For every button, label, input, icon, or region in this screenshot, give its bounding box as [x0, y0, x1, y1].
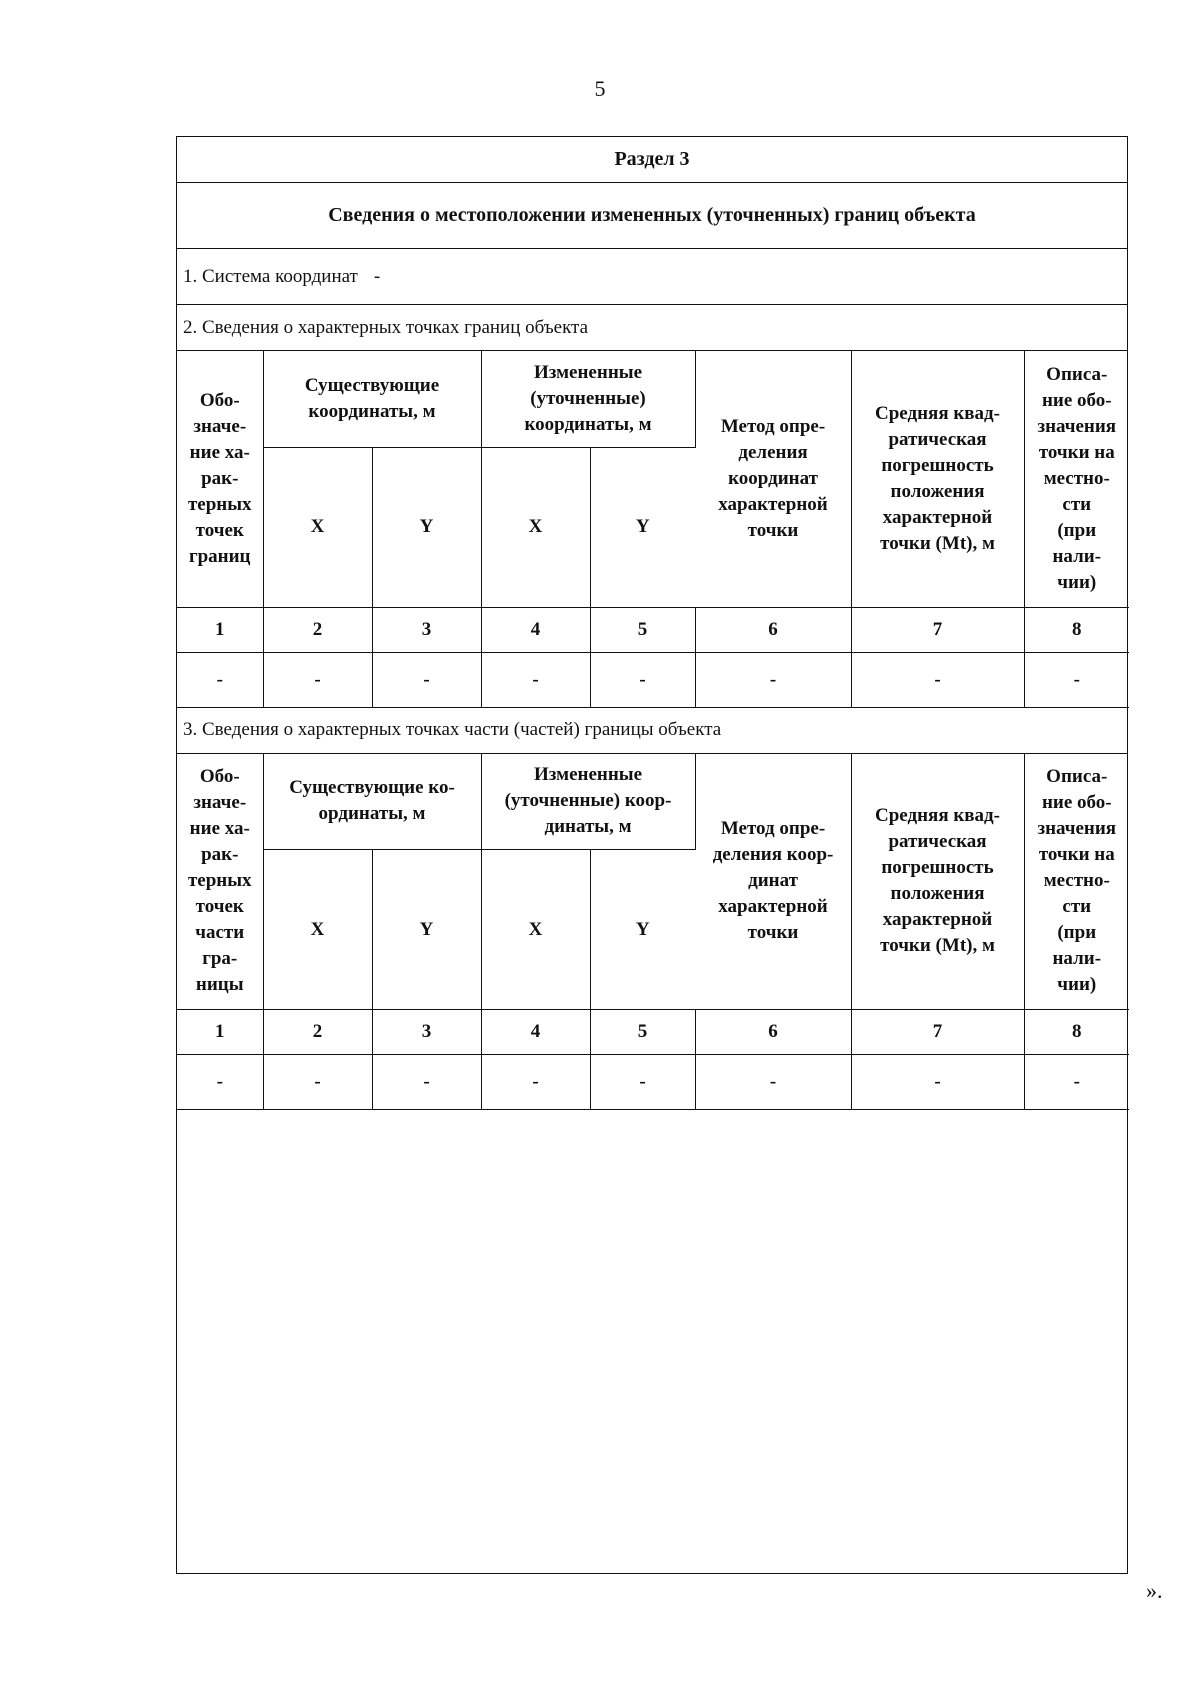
table-cell: -	[695, 652, 851, 707]
header-description: Описа- ние обо- значения точки на местно- сти (при нали- чии)	[1024, 351, 1129, 607]
header-changed-coordinates: Измененные (уточненные) координаты, м	[481, 351, 695, 447]
table-cell: -	[851, 652, 1024, 707]
header-method: Метод опре- деления координат характерной точки	[695, 351, 851, 607]
column-number: 1	[177, 1010, 263, 1055]
table1	[177, 351, 1129, 708]
column-number: 2	[263, 1010, 372, 1055]
table-cell: -	[263, 652, 372, 707]
table-cell: -	[372, 1055, 481, 1110]
header-existing-x: X	[263, 850, 372, 1010]
column-number: 6	[695, 1010, 851, 1055]
header-designation: Обо- значе- ние ха- рак- терных точек границ	[177, 351, 263, 607]
column-number: 4	[481, 1010, 590, 1055]
section-frame	[176, 136, 1128, 1574]
column-number: 7	[851, 1010, 1024, 1055]
table-cell: -	[695, 1055, 851, 1110]
page-number: 5	[594, 76, 606, 101]
table-cell: -	[1024, 1055, 1129, 1110]
table-cell: -	[590, 1055, 695, 1110]
table1-caption: 2. Сведения о характерных точках границ объекта	[177, 305, 1127, 351]
table-cell: -	[590, 652, 695, 707]
table-cell: -	[481, 652, 590, 707]
section-title: Раздел 3	[177, 137, 1127, 183]
header-changed-coordinates: Измененные (уточненные) коор- динаты, м	[481, 754, 695, 850]
table2-caption: 3. Сведения о характерных точках части (частей) границы объекта	[177, 708, 1127, 754]
column-number: 6	[695, 607, 851, 652]
column-number: 5	[590, 1010, 695, 1055]
header-existing-coordinates: Существующие ко- ординаты, м	[263, 754, 481, 850]
header-changed-y: Y	[590, 850, 695, 1010]
section-subtitle: Сведения о местоположении измененных (уточненных) границ объекта	[177, 183, 1127, 249]
table-row	[177, 1055, 1129, 1110]
table-cell: -	[851, 1055, 1024, 1110]
column-number: 1	[177, 607, 263, 652]
header-changed-x: X	[481, 850, 590, 1010]
column-number: 3	[372, 607, 481, 652]
header-existing-x: X	[263, 447, 372, 607]
table-cell: -	[177, 1055, 263, 1110]
table-cell: -	[1024, 652, 1129, 707]
column-number: 8	[1024, 607, 1129, 652]
coordinate-system-row	[177, 249, 1127, 305]
header-changed-y: Y	[590, 447, 695, 607]
column-number: 7	[851, 607, 1024, 652]
header-existing-y: Y	[372, 447, 481, 607]
header-changed-x: X	[481, 447, 590, 607]
table-cell: -	[481, 1055, 590, 1110]
header-mean-error: Средняя квад- ратическая погрешность положения характерной точки (Mt), м	[851, 351, 1024, 607]
header-existing-coordinates: Существующие координаты, м	[263, 351, 481, 447]
table-cell: -	[263, 1055, 372, 1110]
column-number: 5	[590, 607, 695, 652]
header-mean-error: Средняя квад- ратическая погрешность положения характерной точки (Mt), м	[851, 754, 1024, 1010]
column-number: 4	[481, 607, 590, 652]
table-row	[177, 652, 1129, 707]
header-existing-y: Y	[372, 850, 481, 1010]
column-number: 3	[372, 1010, 481, 1055]
header-description: Описа- ние обо- значения точки на местно- сти (при нали- чии)	[1024, 754, 1129, 1010]
table-cell: -	[372, 652, 481, 707]
header-method: Метод опре- деления коор- динат характерной точки	[695, 754, 851, 1010]
header-designation: Обо- значе- ние ха- рак- терных точек части гра- ницы	[177, 754, 263, 1010]
table2	[177, 754, 1129, 1111]
table-cell: -	[177, 652, 263, 707]
closing-quote-mark: ».	[1146, 1578, 1163, 1603]
coordinate-system-label: 1. Система координат	[183, 265, 358, 287]
coordinate-system-value: -	[373, 265, 381, 287]
column-number: 8	[1024, 1010, 1129, 1055]
column-number: 2	[263, 607, 372, 652]
